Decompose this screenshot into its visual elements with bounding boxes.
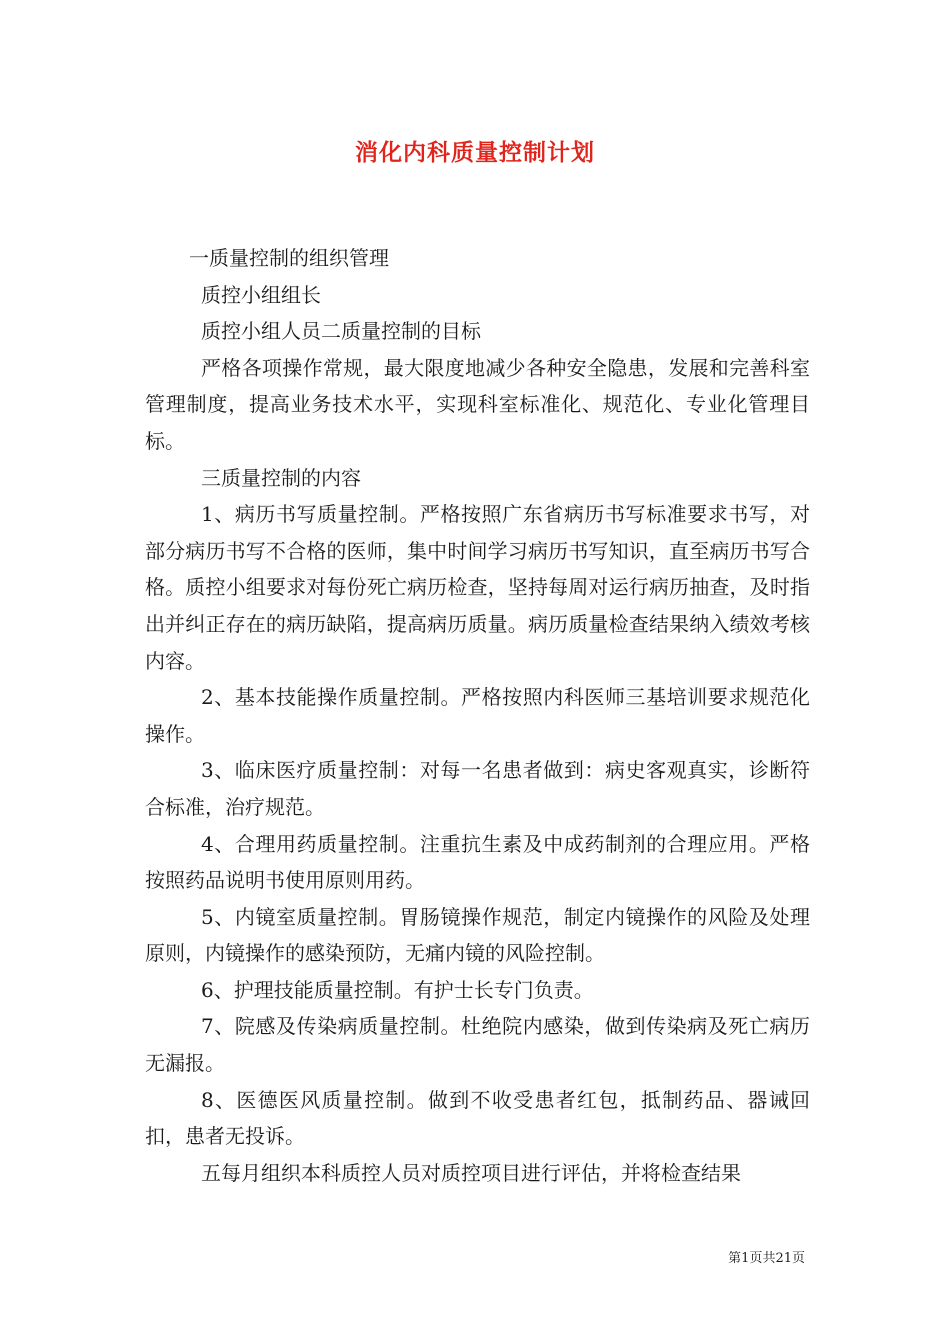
page-title: 消化内科质量控制计划 [355,139,595,166]
paragraph: 4、合理用药质量控制。注重抗生素及中成药制剂的合理应用。严格按照药品说明书使用原则用药。 [145,831,810,893]
paragraph: 8、医德医风质量控制。做到不收受患者红包，抵制药品、器诫回扣，患者无投诉。 [145,1087,810,1149]
paragraph: 3、临床医疗质量控制：对每一名患者做到：病史客观真实，诊断符合标准，治疗规范。 [145,758,810,819]
paragraph: 五每月组织本科质控人员对质控项目进行评估，并将检查结果 [201,1160,741,1185]
paragraph: 2、基本技能操作质量控制。严格按照内科医师三基培训要求规范化操作。 [145,685,810,746]
paragraph: 严格各项操作常规，最大限度地减少各种安全隐患，发展和完善科室管理制度，提高业务技术水平，实现科室标准化、规范化、专业化管理目标。 [145,355,810,453]
paragraph: 质控小组组长 [201,282,321,307]
paragraph: 6、护理技能质量控制。有护士长专门负责。 [201,977,594,1002]
paragraph: 质控小组人员二质量控制的目标 [201,319,481,344]
paragraph: 一质量控制的组织管理 [189,246,389,270]
paragraph: 7、院感及传染病质量控制。杜绝院内感染，做到传染病及死亡病历无漏报。 [145,1014,810,1076]
paragraph: 1、病历书写质量控制。严格按照广东省病历书写标准要求书写，对部分病历书写不合格的医师，集中时间学习病历书写知识，直至病历书写合格。质控小组要求对每份死亡病历检查，坚持每周对运行病历抽查，及时指出并纠正存在的病历缺陷，提高病历质量。病历质量检查结果纳入绩效考核内容。 [145,502,810,673]
paragraph: 三质量控制的内容 [201,465,361,490]
paragraph: 5、内镜室质量控制。胃肠镜操作规范，制定内镜操作的风险及处理原则，内镜操作的感染预防，无痛内镜的风险控制。 [145,904,810,966]
document-body [145,240,810,1191]
page-footer: 第1页共21页 [728,1251,805,1266]
